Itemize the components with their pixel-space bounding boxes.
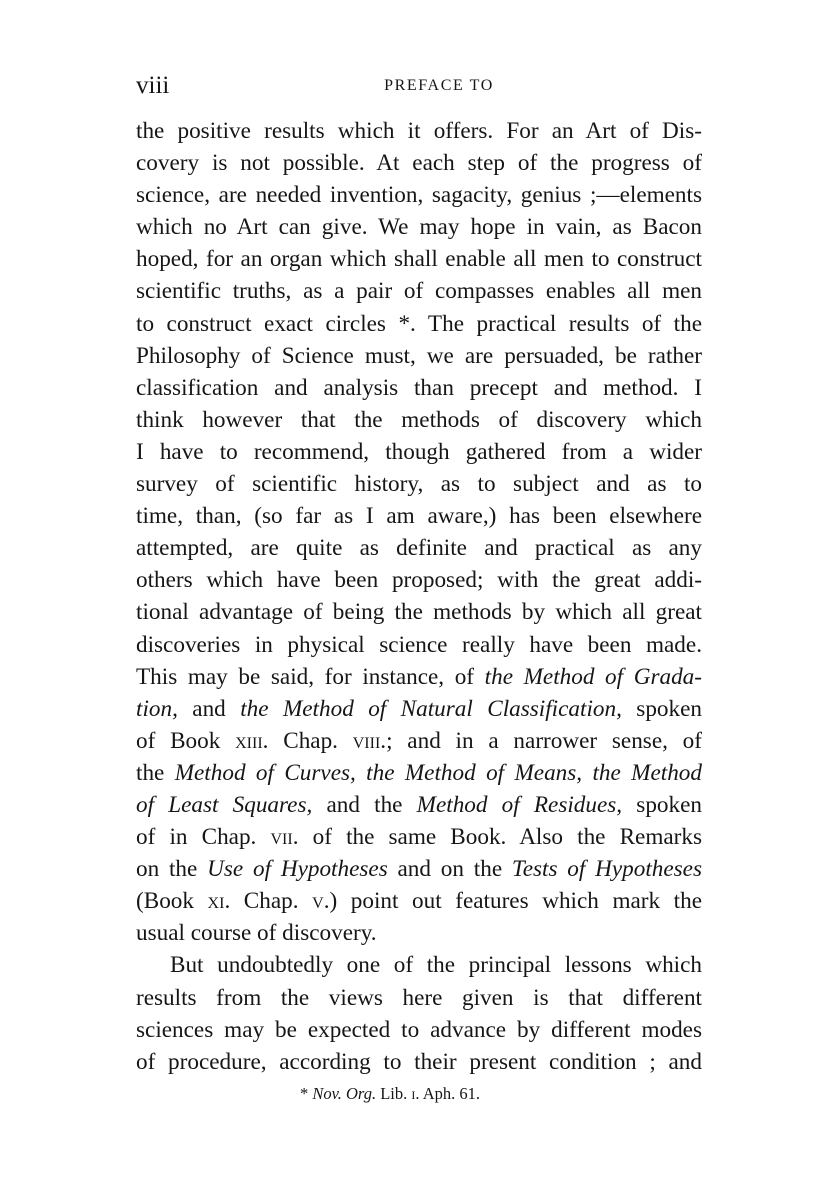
text-line-12: survey of scientific history, as to subject and as to — [136, 471, 702, 498]
text-run: the — [136, 759, 175, 786]
text-line-10: think however that the methods of discovery which — [136, 406, 702, 433]
text-line-1: the positive results which it offers. For an Art of Dis- — [136, 118, 702, 144]
text-line-8: Philosophy of Science must, we are persuaded, be rather — [136, 342, 702, 369]
text-line-20 — [136, 725, 702, 757]
text-run: of Book — [136, 727, 236, 754]
text-line-3: science, are needed invention, sagacity, genius ;—elements — [136, 182, 702, 209]
text-line-28: results from the views here given is that different — [136, 984, 702, 1011]
text-line-23 — [136, 821, 702, 853]
text-run: and the — [312, 791, 417, 818]
text-run: (Book — [136, 888, 208, 915]
text-line-16: tional advantage of being the methods by which all great — [136, 599, 702, 626]
italic-run: Use of Hypotheses — [207, 856, 388, 883]
text-line-26: usual course of discovery. — [136, 920, 377, 947]
italic-run: tion, — [136, 695, 178, 722]
text-run: spoken — [622, 791, 702, 818]
roman-numeral: v — [312, 888, 324, 915]
footnote-mark: * — [300, 1084, 313, 1103]
preface-body — [136, 115, 702, 1078]
text-line-2: covery is not possible. At each step of the progress of — [136, 150, 702, 177]
text-line-22 — [136, 789, 702, 821]
text-run: .) point out features which mark the — [323, 888, 702, 915]
text-line-27: But undoubtedly one of the principal lessons which — [170, 952, 702, 979]
italic-run: Tests of Hypotheses — [511, 856, 702, 883]
italic-run: Method of Residues, — [416, 791, 623, 818]
text-line-11: I have to recommend, though gathered from a wider — [136, 438, 702, 465]
text-line-30: of procedure, according to their present condition ; and — [136, 1048, 702, 1075]
roman-numeral: vii — [270, 824, 293, 851]
text-run: and — [177, 695, 241, 722]
running-title: PREFACE TO — [384, 77, 494, 94]
text-run: . of the same Book. Also the Remarks — [292, 824, 703, 851]
roman-numeral: xiii — [235, 727, 263, 754]
footnote-source: Nov. Org. — [312, 1084, 377, 1103]
text-line-9: classification and analysis than precept and method. I — [136, 374, 702, 401]
roman-numeral: i — [411, 1084, 416, 1103]
text-run: on the — [136, 856, 208, 883]
text-line-14: attempted, are quite as definite and practical as any — [136, 535, 702, 562]
text-line-7: to construct exact circles *. The practical results of the — [136, 310, 702, 337]
text-line-15: others which have been proposed; with the great addi- — [136, 567, 702, 594]
text-line-4: which no Art can give. We may hope in vain, as Bacon — [136, 214, 702, 241]
text-line-5: hoped, for an organ which shall enable all men to construct — [136, 246, 702, 273]
text-line-29: sciences may be expected to advance by different modes — [136, 1016, 702, 1043]
italic-run: the Method of Natural Classification, — [240, 695, 622, 722]
page-number: viii — [136, 72, 170, 99]
text-run: . Chap. — [262, 727, 353, 754]
text-run: of in Chap. — [136, 824, 271, 851]
text-line-24 — [136, 853, 702, 885]
text-run: . Aph. 61. — [415, 1084, 481, 1103]
text-line-13: time, than, (so far as I am aware,) has been elsewhere — [136, 503, 702, 530]
text-line-19 — [136, 693, 702, 725]
text-line-6: scientific truths, as a pair of compasses enables all men — [136, 278, 702, 305]
text-run: .; and in a narrower sense, of — [380, 727, 702, 754]
text-line-25 — [136, 885, 702, 917]
text-line-18 — [136, 661, 702, 693]
roman-numeral: viii — [352, 727, 381, 754]
footnote — [300, 1081, 480, 1107]
italic-run: of Least Squares, — [136, 791, 313, 818]
text-run: spoken — [621, 695, 702, 722]
text-run: . Chap. — [224, 888, 313, 915]
text-run: This may be said, for instance, of — [136, 663, 485, 690]
text-run: and on the — [387, 856, 512, 883]
italic-run: Method of Curves, the Method of Means, the Method — [174, 759, 702, 786]
text-line-21 — [136, 757, 702, 789]
italic-run: the Method of Grada- — [484, 663, 702, 690]
text-run: Lib. — [376, 1084, 412, 1103]
text-line-17: discoveries in physical science really have been made. — [136, 631, 702, 658]
page-header — [136, 70, 702, 102]
roman-numeral: xi — [207, 888, 225, 915]
